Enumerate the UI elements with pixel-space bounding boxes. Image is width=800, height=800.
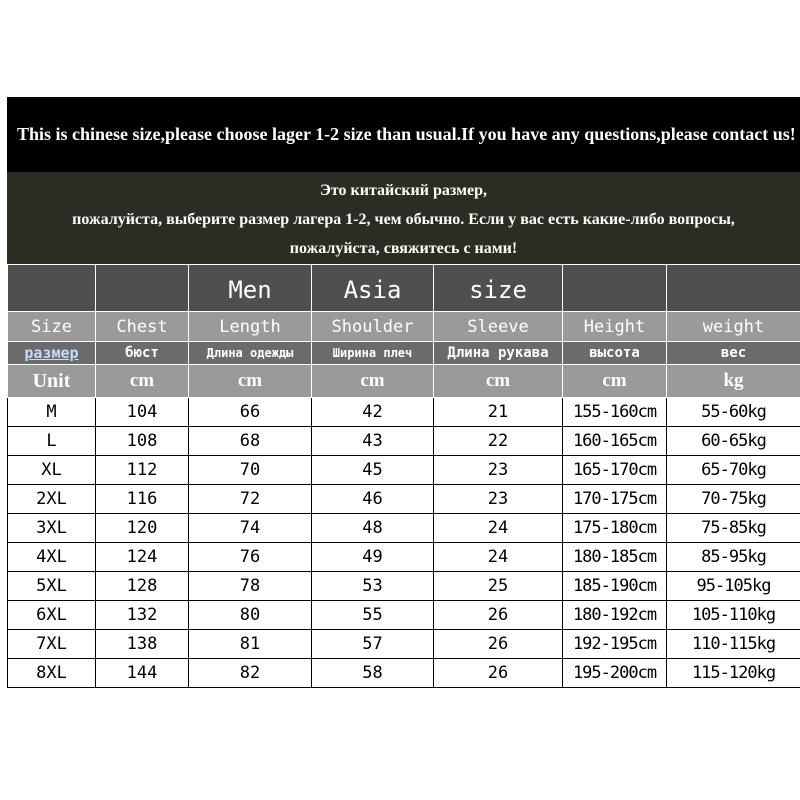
column-header: Sleeve bbox=[434, 312, 563, 342]
table-cell: 124 bbox=[96, 543, 189, 572]
table-cell: 132 bbox=[96, 601, 189, 630]
table-cell: 6XL bbox=[8, 601, 96, 630]
title-cell bbox=[563, 265, 667, 312]
table-cell: 104 bbox=[96, 398, 189, 427]
table-cell: 48 bbox=[312, 514, 434, 543]
column-header-russian: Длина рукава bbox=[434, 342, 563, 365]
table-row bbox=[8, 514, 800, 543]
table-cell: 170-175cm bbox=[563, 485, 667, 514]
table-cell: 24 bbox=[434, 514, 563, 543]
table-cell: 46 bbox=[312, 485, 434, 514]
table-cell: 23 bbox=[434, 485, 563, 514]
table-row bbox=[8, 543, 800, 572]
column-header-russian: Ширина плеч bbox=[312, 342, 434, 365]
notice-russian bbox=[7, 172, 800, 264]
unit-cell: Unit bbox=[8, 365, 96, 398]
table-cell: 3XL bbox=[8, 514, 96, 543]
unit-cell: cm bbox=[312, 365, 434, 398]
unit-cell: cm bbox=[563, 365, 667, 398]
notice-russian-line: пожалуйста, выберите размер лагера 1-2, чем обычно. Если у вас есть какие-либо вопросы, bbox=[72, 211, 735, 228]
table-cell: 76 bbox=[189, 543, 312, 572]
column-header: Shoulder bbox=[312, 312, 434, 342]
table-cell: 155-160cm bbox=[563, 398, 667, 427]
notice-english: This is chinese size,please choose lager 1-2 size than usual.If you have any questions,please contact us! bbox=[7, 97, 800, 172]
column-header-russian: бюст bbox=[96, 342, 189, 365]
notice-russian-line: пожалуйста, свяжитесь с нами! bbox=[289, 240, 518, 257]
table-header-row bbox=[8, 312, 800, 342]
table-cell: 144 bbox=[96, 659, 189, 688]
table-cell: 112 bbox=[96, 456, 189, 485]
table-cell: 4XL bbox=[8, 543, 96, 572]
column-header: weight bbox=[667, 312, 800, 342]
table-cell: 26 bbox=[434, 630, 563, 659]
table-cell: 55-60kg bbox=[667, 398, 800, 427]
table-cell: 21 bbox=[434, 398, 563, 427]
table-cell: L bbox=[8, 427, 96, 456]
table-cell: 45 bbox=[312, 456, 434, 485]
table-cell: 180-192cm bbox=[563, 601, 667, 630]
table-row bbox=[8, 398, 800, 427]
table-cell: M bbox=[8, 398, 96, 427]
column-header-russian: размер bbox=[8, 342, 96, 365]
table-cell: 110-115kg bbox=[667, 630, 800, 659]
table-cell: 95-105kg bbox=[667, 572, 800, 601]
table-row bbox=[8, 630, 800, 659]
table-cell: 160-165cm bbox=[563, 427, 667, 456]
table-cell: 80 bbox=[189, 601, 312, 630]
unit-cell: cm bbox=[189, 365, 312, 398]
table-cell: 116 bbox=[96, 485, 189, 514]
unit-cell: cm bbox=[96, 365, 189, 398]
table-cell: 75-85kg bbox=[667, 514, 800, 543]
table-cell: 120 bbox=[96, 514, 189, 543]
table-cell: XL bbox=[8, 456, 96, 485]
table-header-russian-row bbox=[8, 342, 800, 365]
table-cell: 5XL bbox=[8, 572, 96, 601]
column-header: Height bbox=[563, 312, 667, 342]
table-cell: 165-170cm bbox=[563, 456, 667, 485]
table-cell: 65-70kg bbox=[667, 456, 800, 485]
table-cell: 105-110kg bbox=[667, 601, 800, 630]
title-cell bbox=[96, 265, 189, 312]
table-cell: 185-190cm bbox=[563, 572, 667, 601]
table-cell: 138 bbox=[96, 630, 189, 659]
table-cell: 78 bbox=[189, 572, 312, 601]
table-cell: 49 bbox=[312, 543, 434, 572]
unit-cell: kg bbox=[667, 365, 800, 398]
table-cell: 82 bbox=[189, 659, 312, 688]
column-header: Size bbox=[8, 312, 96, 342]
table-cell: 60-65kg bbox=[667, 427, 800, 456]
title-cell bbox=[8, 265, 96, 312]
table-cell: 72 bbox=[189, 485, 312, 514]
column-header-russian: Длина одежды bbox=[189, 342, 312, 365]
table-cell: 70 bbox=[189, 456, 312, 485]
table-cell: 8XL bbox=[8, 659, 96, 688]
table-cell: 55 bbox=[312, 601, 434, 630]
table-cell: 2XL bbox=[8, 485, 96, 514]
table-cell: 42 bbox=[312, 398, 434, 427]
title-cell: Men bbox=[189, 265, 312, 312]
unit-cell: cm bbox=[434, 365, 563, 398]
table-row bbox=[8, 659, 800, 688]
table-row bbox=[8, 427, 800, 456]
table-cell: 195-200cm bbox=[563, 659, 667, 688]
table-cell: 192-195cm bbox=[563, 630, 667, 659]
table-cell: 53 bbox=[312, 572, 434, 601]
notice-russian-line: Это китайский размер, bbox=[320, 182, 487, 199]
table-cell: 115-120kg bbox=[667, 659, 800, 688]
table-cell: 23 bbox=[434, 456, 563, 485]
table-cell: 128 bbox=[96, 572, 189, 601]
table-cell: 180-185cm bbox=[563, 543, 667, 572]
table-cell: 43 bbox=[312, 427, 434, 456]
table-row bbox=[8, 456, 800, 485]
table-cell: 81 bbox=[189, 630, 312, 659]
table-row bbox=[8, 601, 800, 630]
column-header-russian: вес bbox=[667, 342, 800, 365]
column-header-russian: высота bbox=[563, 342, 667, 365]
table-cell: 108 bbox=[96, 427, 189, 456]
table-cell: 22 bbox=[434, 427, 563, 456]
table-cell: 70-75kg bbox=[667, 485, 800, 514]
table-cell: 66 bbox=[189, 398, 312, 427]
table-cell: 24 bbox=[434, 543, 563, 572]
title-cell: size bbox=[434, 265, 563, 312]
table-cell: 57 bbox=[312, 630, 434, 659]
table-cell: 26 bbox=[434, 659, 563, 688]
table-cell: 25 bbox=[434, 572, 563, 601]
table-cell: 85-95kg bbox=[667, 543, 800, 572]
table-row bbox=[8, 485, 800, 514]
table-row bbox=[8, 572, 800, 601]
table-unit-row bbox=[8, 365, 800, 398]
column-header: Length bbox=[189, 312, 312, 342]
column-header: Chest bbox=[96, 312, 189, 342]
title-cell bbox=[667, 265, 800, 312]
table-cell: 175-180cm bbox=[563, 514, 667, 543]
size-chart-table bbox=[7, 264, 800, 688]
table-cell: 58 bbox=[312, 659, 434, 688]
table-cell: 7XL bbox=[8, 630, 96, 659]
table-cell: 68 bbox=[189, 427, 312, 456]
table-cell: 74 bbox=[189, 514, 312, 543]
table-cell: 26 bbox=[434, 601, 563, 630]
title-cell: Asia bbox=[312, 265, 434, 312]
table-title-row bbox=[8, 265, 800, 312]
